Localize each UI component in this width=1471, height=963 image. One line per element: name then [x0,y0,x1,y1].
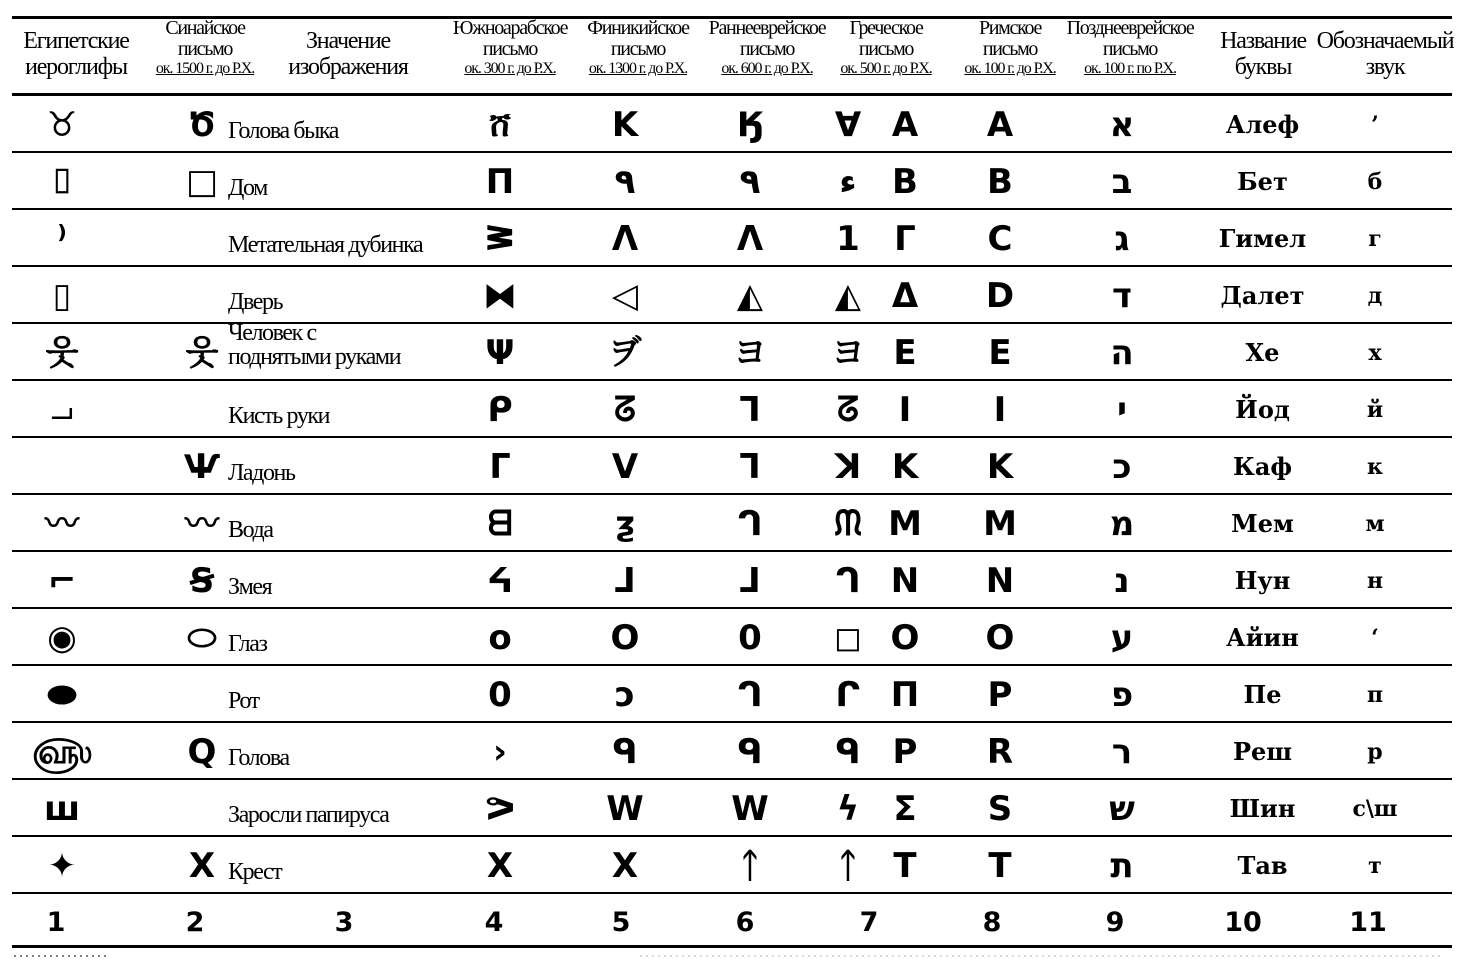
late-hebrew-glyph: א [1109,104,1135,145]
sinai-glyph: □ [185,161,219,202]
letter-name: Хе [1245,338,1280,367]
phoenician-glyph: W [606,788,644,829]
egyptian-glyph: ▯ [52,275,72,316]
sound-value: г [1368,225,1382,252]
table-row [0,495,1471,552]
header-line: Греческое [849,17,923,39]
letter-name: Гимел [1218,224,1307,253]
meaning-line: Метательная дубинка [228,231,423,258]
header-meaning [263,18,433,94]
late-hebrew-glyph: ע [1110,617,1134,658]
south-arabian-glyph: X [486,845,514,886]
column-number: 7 [859,907,879,938]
phoenician-glyph: ᑫ [612,731,638,772]
phoenician-glyph: ↄ [614,674,636,715]
header-line: Синайское [165,17,245,39]
letter-name: Каф [1232,452,1293,481]
roman-glyph: R [986,731,1014,772]
table-row [0,837,1471,894]
column-number: 5 [611,907,631,938]
egyptian-glyph [22,438,102,495]
late-hebrew-glyph: ב [1111,161,1133,202]
header-line: Значение [305,28,391,54]
greek-glyph: P [892,731,918,772]
roman-glyph: E [988,332,1012,373]
header-egyptian [11,18,141,94]
late-hebrew-glyph: ה [1110,332,1134,373]
roman-glyph: A [986,104,1014,145]
meaning-line: Ладонь [228,459,295,486]
south-arabian-glyph: Π [485,161,515,202]
greek-early-glyph: ◭ [834,275,862,316]
early-hebrew-glyph: ᐱ [736,218,764,259]
south-arabian-glyph: › [492,731,507,772]
column-number: 6 [735,907,755,938]
meaning-text [228,837,468,900]
meaning-line: Кисть руки [228,402,330,429]
meaning-text [228,666,468,729]
roman-glyph: B [987,161,1013,202]
meaning-text [228,552,468,615]
header-line: Раннееврейское [708,17,826,39]
egyptian-glyph: ◉ [47,617,77,658]
header-line: Южноарабское [452,17,568,39]
header-line: письмо [982,38,1038,60]
column-number: 8 [982,907,1002,938]
header-line: письмо [739,38,795,60]
meaning-line: Змея [228,573,272,600]
meaning-line: Человек с [228,319,316,346]
late-hebrew-glyph: י [1116,389,1127,430]
header-letter-name [1208,18,1318,94]
late-hebrew-glyph: ר [1111,731,1133,772]
sinai-glyph: Q [187,731,217,772]
header-early-hebrew [700,18,835,94]
meaning-line: Вода [228,516,273,543]
header-line: Обозначаемый [1316,28,1454,54]
greek-early-glyph: ᛏ [837,845,859,886]
meaning-line: Рот [228,687,259,714]
greek-glyph: K [891,446,919,487]
greek-glyph: A [891,104,919,145]
greek-glyph: T [893,845,917,886]
letter-name: Шин [1229,794,1296,823]
sound-value: д [1367,282,1383,309]
header-late-hebrew [1060,18,1200,94]
greek-glyph: N [890,560,920,601]
early-hebrew-glyph: ᒉ [737,674,763,715]
header-line: буквы [1234,54,1292,80]
late-hebrew-glyph: פ [1110,674,1134,715]
late-hebrew-glyph: ד [1112,275,1132,316]
header-line: Римское [978,17,1042,39]
early-hebrew-glyph: ᒣ [739,389,761,430]
greek-early-glyph: ◻ [833,617,863,658]
late-hebrew-glyph: ת [1110,845,1134,886]
greek-early-glyph: ء [839,161,857,202]
late-hebrew-glyph: ש [1109,788,1135,829]
roman-glyph: T [988,845,1012,886]
meaning-line: Заросли папируса [228,801,389,828]
sinai-glyph: X [188,845,216,886]
greek-glyph: O [890,617,920,658]
greek-glyph: Δ [891,275,919,316]
late-hebrew-glyph: נ [1114,560,1130,601]
sound-value: т [1368,852,1382,879]
egyptian-glyph: ⏗ [50,389,74,430]
phoenician-glyph: X [611,845,639,886]
roman-glyph: D [985,275,1015,316]
greek-early-glyph: ϟ [836,788,860,829]
column-number: 3 [334,907,354,938]
bottom-rule [12,945,1452,948]
sound-value: х [1368,339,1382,366]
early-hebrew-glyph: 0 [738,617,762,658]
table-row [0,96,1471,153]
header-sinai [138,18,273,94]
letter-name: Айин [1226,623,1299,652]
letter-name: Йод [1235,395,1290,424]
greek-early-glyph: ꓘ [834,446,862,487]
table-row [0,319,1471,381]
header-line: Египетские [23,28,129,54]
south-arabian-glyph: ᔦ [486,560,514,601]
sinai-glyph: Ꞩ [189,560,215,601]
meaning-line: поднятыми руками [228,343,401,370]
egyptian-glyph: ⁾ [57,218,67,259]
roman-glyph: S [987,788,1013,829]
header-date: ок. 1500 г. до Р.Х. [155,60,255,77]
greek-glyph: M [888,503,922,544]
header-date: ок. 100 г. до Р.Х. [964,60,1056,77]
sinai-glyph: 웃 [185,332,219,373]
early-hebrew-glyph: Ӄ [736,104,764,145]
phoenician-glyph: ƺ [615,503,635,544]
header-south-arabian [435,18,585,94]
sound-value: р [1367,738,1383,765]
egyptian-glyph: ௵ [32,731,92,772]
greek-early-glyph: ヨ [831,332,865,373]
roman-glyph: O [985,617,1015,658]
column-number: 4 [484,907,504,938]
header-line: иероглифы [25,54,127,80]
south-arabian-glyph: ሸ [489,104,511,145]
scan-noise-right [640,955,1440,957]
meaning-text [228,495,468,558]
greek-glyph: B [892,161,918,202]
egyptian-glyph: ⬬ [47,674,77,715]
letter-name: Пе [1243,680,1282,709]
egyptian-glyph: ⌷ [51,161,73,202]
letter-name: Алеф [1225,110,1300,139]
south-arabian-glyph: o [488,617,512,658]
egyptian-glyph: ✦ [47,845,77,886]
roman-glyph: C [987,218,1013,259]
egyptian-glyph: ⌐ [47,560,77,601]
phoenician-glyph: V [611,446,639,487]
sinai-glyph: Ѱ [183,446,221,487]
meaning-line: Голова [228,744,289,771]
late-hebrew-glyph: מ [1109,503,1135,544]
column-number: 10 [1224,907,1262,938]
column-number: 11 [1349,907,1387,938]
header-phoenician [573,18,703,94]
meaning-text [228,96,468,159]
roman-glyph: N [985,560,1015,601]
phoenician-glyph: K [611,104,639,145]
early-hebrew-glyph: ᒧ [739,560,761,601]
table-row [0,438,1471,495]
table-row [0,210,1471,267]
table-row [0,267,1471,324]
south-arabian-glyph: ᒥ [489,446,511,487]
header-date: ок. 300 г. до Р.Х. [464,60,556,77]
header-sound [1316,18,1454,94]
roman-glyph: M [983,503,1017,544]
sound-value: п [1366,681,1384,708]
header-line: Финикийское [587,17,689,39]
phoenician-glyph: ᒧ [614,560,636,601]
meaning-line: Дом [228,174,267,201]
late-hebrew-glyph: כ [1112,446,1132,487]
meaning-text [228,609,468,672]
table-row [0,780,1471,837]
roman-glyph: I [993,389,1007,430]
meaning-text [228,381,468,444]
letter-name: Мем [1231,509,1294,538]
column-number-row [0,894,1471,951]
early-hebrew-glyph: ᒉ [737,503,763,544]
phoenician-glyph: ᘔ [614,389,636,430]
sound-value: м [1365,510,1385,537]
greek-glyph: Π [890,674,920,715]
meaning-text [228,153,468,216]
header-line: письмо [1102,38,1158,60]
sound-value: ‘ [1371,624,1379,651]
meaning-line: Глаз [228,630,267,657]
south-arabian-glyph: ᕒ [484,218,516,259]
greek-early-glyph: 1 [836,218,860,259]
phoenician-glyph: ◁ [611,275,639,316]
sound-value: н [1366,567,1384,594]
sinai-glyph: Ծ [188,104,216,145]
sinai-glyph: 〰 [185,503,219,544]
sound-value: б [1367,168,1383,195]
scan-noise-left [14,955,110,957]
meaning-text [228,210,468,273]
greek-glyph: E [893,332,917,373]
greek-glyph: Γ [894,218,916,259]
phoenician-glyph: O [610,617,640,658]
letter-name: Далет [1220,281,1305,310]
table-row [0,609,1471,666]
egyptian-glyph: 웃 [45,332,79,373]
greek-early-glyph: ᙏ [833,503,863,544]
greek-early-glyph: ᑫ [835,731,861,772]
header-line: письмо [858,38,914,60]
early-hebrew-glyph: ᑫ [737,731,763,772]
phoenician-glyph: ヺ [608,332,642,373]
letter-name: Нун [1234,566,1291,595]
table-row [0,666,1471,723]
header-roman [953,18,1068,94]
header-line: Позднееврейское [1066,17,1194,39]
column-number: 1 [46,907,66,938]
south-arabian-glyph: ᑭ [487,389,513,430]
letter-name: Реш [1232,737,1293,766]
column-number: 2 [185,907,205,938]
phoenician-glyph: ᐱ [611,218,639,259]
greek-early-glyph: ᒉ [835,560,861,601]
greek-early-glyph: ∀ [834,104,862,145]
meaning-text [228,723,468,786]
table-row [0,552,1471,609]
header-date: ок. 500 г. до Р.Х. [840,60,932,77]
south-arabian-glyph: 0 [488,674,512,715]
early-hebrew-glyph: W [731,788,769,829]
header-date: ок. 1300 г. до Р.Х. [588,60,688,77]
south-arabian-glyph: Ψ [485,332,515,373]
meaning-line: Дверь [228,288,283,315]
south-arabian-glyph: ᕗ [484,788,516,829]
early-hebrew-glyph: ヨ [733,332,767,373]
table-row [0,381,1471,438]
early-hebrew-glyph: ᛏ [739,845,761,886]
early-hebrew-glyph: ◭ [736,275,764,316]
south-arabian-glyph: ⧓ [483,275,517,316]
phoenician-glyph: ٩ [614,161,636,202]
egyptian-glyph: ♉ [46,104,78,145]
header-line: письмо [610,38,666,60]
egyptian-glyph: 〰 [45,503,79,544]
header-line: письмо [177,38,233,60]
roman-glyph: K [986,446,1014,487]
meaning-text [228,438,468,501]
table-row [0,153,1471,210]
letter-name: Тав [1237,851,1288,880]
header-greek [826,18,946,94]
greek-glyph: I [898,389,912,430]
early-hebrew-glyph: ٩ [739,161,761,202]
meaning-line: Крест [228,858,282,885]
header-date: ок. 100 г. по Р.Х. [1084,60,1176,77]
header-date: ок. 600 г. до Р.Х. [721,60,813,77]
roman-glyph: P [987,674,1013,715]
header-line: письмо [482,38,538,60]
meaning-line: Голова быка [228,117,338,144]
column-number: 9 [1105,907,1125,938]
greek-early-glyph: ᘔ [837,389,859,430]
table-row [0,723,1471,780]
sinai-glyph: ⬭ [187,617,217,658]
meaning-text [228,316,468,373]
letter-name: Бет [1237,167,1288,196]
header-line: изображения [288,54,408,80]
early-hebrew-glyph: ᒣ [739,446,761,487]
sound-value: с\ш [1352,795,1398,822]
egyptian-glyph: ꟺ [43,788,81,829]
header-line: Название [1220,28,1306,54]
late-hebrew-glyph: ג [1114,218,1130,259]
greek-glyph: Σ [893,788,917,829]
sound-value: й [1366,396,1384,423]
south-arabian-glyph: ᗺ [487,503,513,544]
header-line: звук [1365,54,1405,80]
greek-early-glyph: ᒋ [835,674,861,715]
sound-value: ’ [1371,111,1379,138]
meaning-text [228,780,468,843]
sound-value: к [1367,453,1383,480]
